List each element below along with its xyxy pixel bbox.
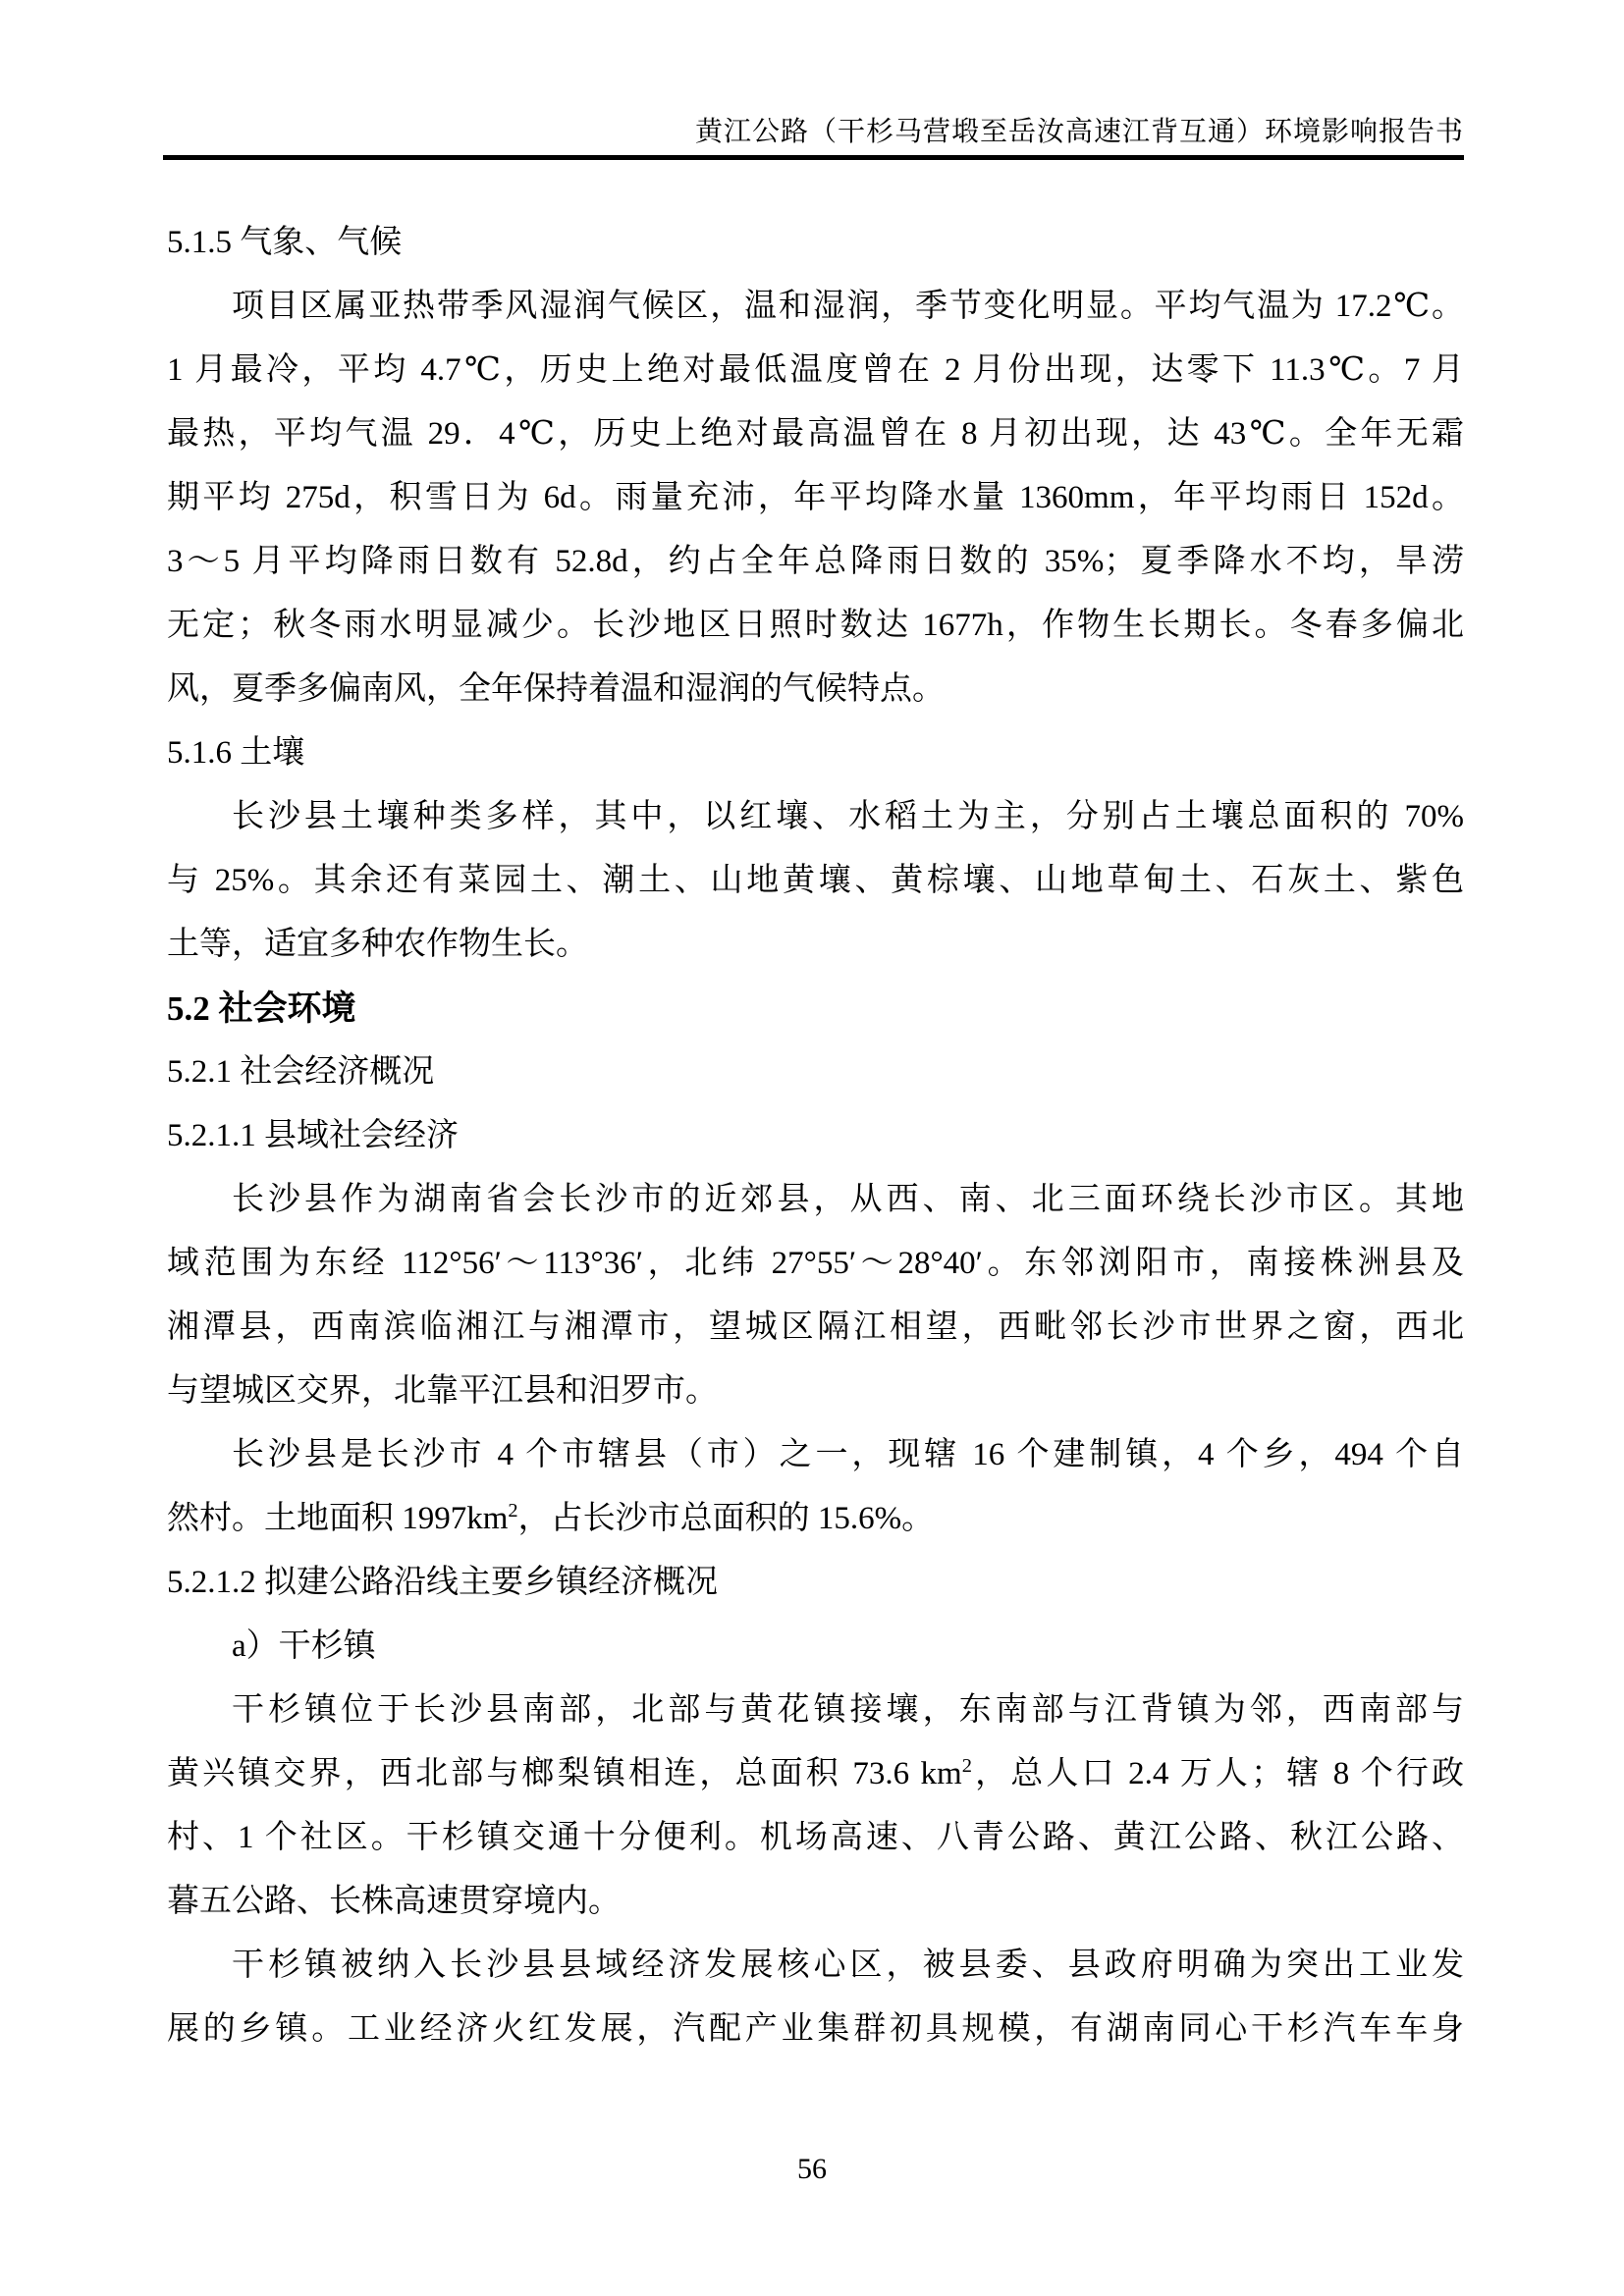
document-line [167, 1870, 1464, 1934]
text-run: 展的乡镇。工业经济火红发展，汽配产业集群初具规模，有湖南同心干杉汽车车身 [167, 2011, 1464, 2047]
document-line [167, 1806, 1464, 1870]
section-heading [167, 1104, 1464, 1168]
text-run: 与望城区交界，北靠平江县和汨罗市。 [167, 1373, 718, 1409]
section-heading [167, 721, 1464, 785]
text-run: 干杉镇位于长沙县南部，北部与黄花镇接壤，东南部与江背镇为邻，西南部与 [232, 1692, 1464, 1728]
text-run: 黄兴镇交界，西北部与榔梨镇相连，总面积 73.6 km [167, 1756, 962, 1791]
document-line [167, 402, 1464, 466]
text-run: 5.1.5 气象、气候 [167, 225, 403, 260]
text-run: 项目区属亚热带季风湿润气候区，温和湿润，季节变化明显。平均气温为 17.2℃。 [232, 289, 1464, 324]
text-run: 湘潭县，西南滨临湘江与湘潭市，望城区隔江相望，西毗邻长沙市世界之窗，西北 [167, 1309, 1464, 1345]
document-line [167, 849, 1464, 913]
text-run: 5.2 社会环境 [167, 989, 356, 1028]
text-run: 风，夏季多偏南风，全年保持着温和湿润的气候特点。 [167, 671, 945, 707]
document-line [167, 594, 1464, 658]
text-run: 干杉镇被纳入长沙县县域经济发展核心区，被县委、县政府明确为突出工业发 [232, 1948, 1464, 1983]
document-line [167, 1742, 1464, 1806]
superscript: 2 [508, 1500, 518, 1522]
document-line [167, 1934, 1464, 1998]
page-number: 56 [797, 2153, 827, 2185]
text-run: 5.1.6 土壤 [167, 735, 305, 771]
text-run: 长沙县作为湖南省会长沙市的近郊县，从西、南、北三面环绕长沙市区。其地 [232, 1182, 1464, 1217]
text-run: 1 月最冷，平均 4.7℃，历史上绝对最低温度曾在 2 月份出现，达零下 11.3℃。7 月 [167, 352, 1464, 388]
text-run: 3～5 月平均降雨日数有 52.8d，约占全年总降雨日数的 35%；夏季降水不均，旱涝 [167, 544, 1464, 579]
header-title: 黄江公路（干杉马营塅至岳汝高速江背互通）环境影响报告书 [694, 117, 1464, 147]
document-line [167, 1487, 1464, 1551]
document-line [167, 1360, 1464, 1423]
document-line [167, 1296, 1464, 1360]
document-line [167, 913, 1464, 977]
text-run: a）干杉镇 [232, 1629, 376, 1664]
section-heading [167, 977, 1464, 1041]
document-line [167, 275, 1464, 339]
page-footer [0, 2152, 1624, 2187]
text-run: 5.2.1 社会经济概况 [167, 1054, 435, 1090]
document-line [167, 785, 1464, 849]
text-run: 期平均 275d，积雪日为 6d。雨量充沛，年平均降水量 1360mm，年平均雨日 152d。 [167, 480, 1464, 515]
document-line [167, 658, 1464, 721]
section-heading [167, 1551, 1464, 1615]
superscript: 2 [961, 1755, 972, 1777]
document-line [167, 466, 1464, 530]
text-run: 无定；秋冬雨水明显减少。长沙地区日照时数达 1677h，作物生长期长。冬春多偏北 [167, 608, 1464, 643]
text-run: 长沙县土壤种类多样，其中，以红壤、水稻土为主，分别占土壤总面积的 70% [232, 799, 1464, 834]
text-run: ，占长沙市总面积的 15.6%。 [517, 1501, 935, 1536]
document-line [167, 1232, 1464, 1296]
text-run: 5.2.1.2 拟建公路沿线主要乡镇经济概况 [167, 1565, 718, 1600]
text-run: 土等，适宜多种农作物生长。 [167, 927, 588, 962]
section-heading [167, 211, 1464, 275]
text-run: 与 25%。其余还有菜园土、潮土、山地黄壤、黄棕壤、山地草甸土、石灰土、紫色 [167, 863, 1464, 898]
section-heading [167, 1041, 1464, 1104]
text-run: 然村。土地面积 1997km [167, 1501, 509, 1536]
document-body [167, 211, 1464, 2061]
document-line [167, 339, 1464, 402]
text-run: 村、1 个社区。干杉镇交通十分便利。机场高速、八青公路、黄江公路、秋江公路、 [167, 1820, 1464, 1855]
text-run: 暮五公路、长株高速贯穿境内。 [167, 1884, 621, 1919]
text-run: ，总人口 2.4 万人；辖 8 个行政 [971, 1756, 1465, 1791]
document-line [167, 1168, 1464, 1232]
text-run: 最热，平均气温 29．4℃，历史上绝对最高温曾在 8 月初出现，达 43℃。全年无霜 [167, 416, 1464, 452]
page-header [163, 0, 1464, 160]
text-run: 长沙县是长沙市 4 个市辖县（市）之一，现辖 16 个建制镇，4 个乡，494 个自 [232, 1437, 1464, 1472]
document-line [167, 530, 1464, 594]
document-line [167, 1679, 1464, 1742]
document-line [167, 1998, 1464, 2061]
text-run: 5.2.1.1 县域社会经济 [167, 1118, 459, 1153]
text-run: 域范围为东经 112°56′～113°36′，北纬 27°55′～28°40′。东邻浏阳市，南接株洲县及 [167, 1246, 1464, 1281]
document-line [167, 1423, 1464, 1487]
document-line [167, 1615, 1464, 1679]
